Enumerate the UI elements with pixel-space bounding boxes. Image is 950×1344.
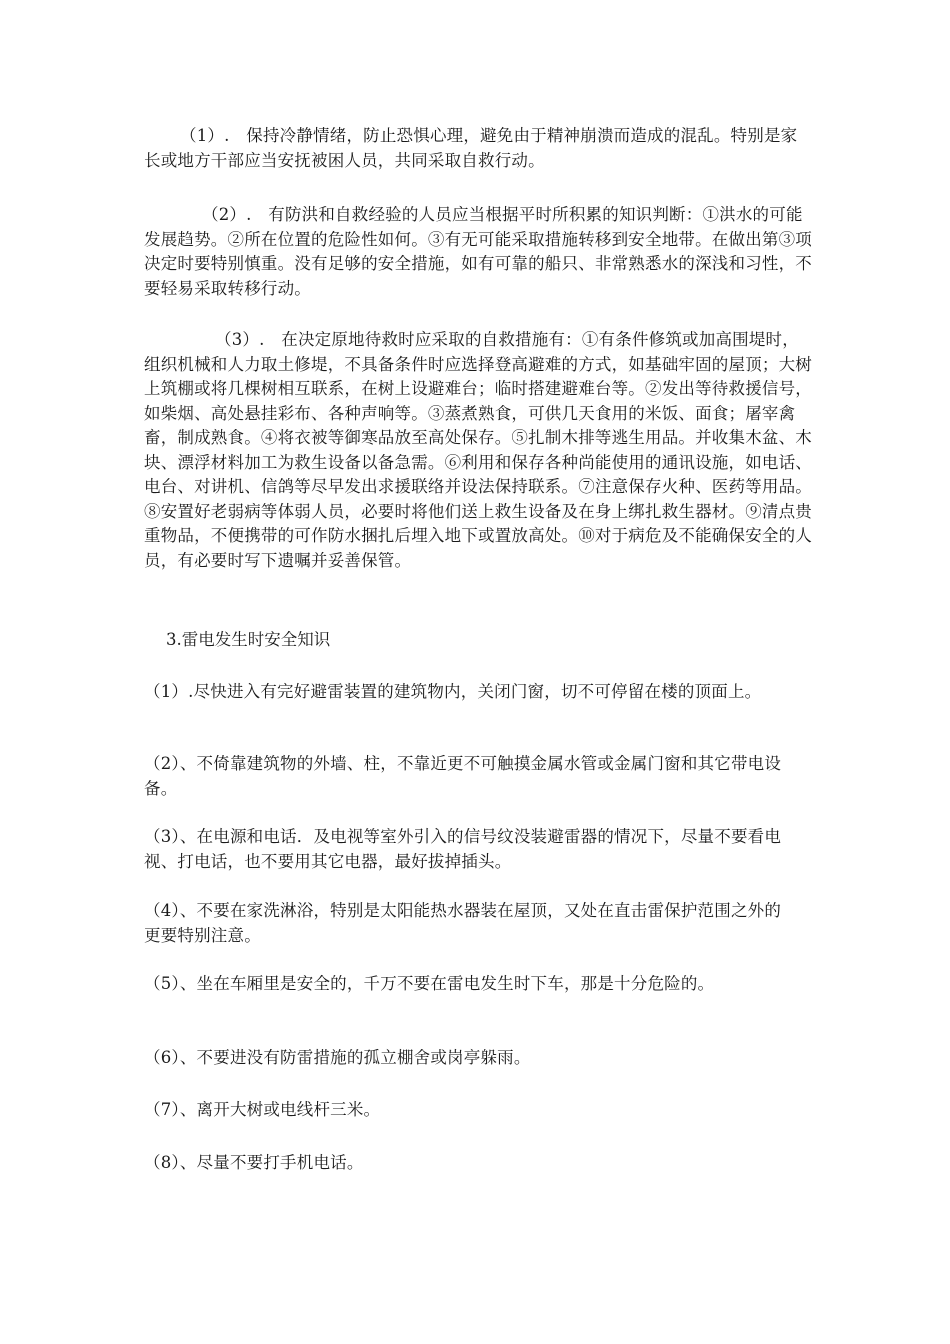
section-heading-thunder: 3.雷电发生时安全知识 bbox=[166, 630, 331, 649]
thunder-item-3: （3）、在电源和电话．及电视等室外引入的信号纹没装避雷器的情况下，尽量不要看电视、打电话，也不要用其它电器，最好拔掉插头。 bbox=[144, 827, 782, 871]
flood-paragraph-2: （2）. 有防洪和自救经验的人员应当根据平时所积累的知识判断：①洪水的可能发展趋势。②所在位置的危险性如何。③有无可能采取措施转移到安全地带。在做出第③项决定时要特别慎重。没有足够的安全措施，如有可靠的船只、非常熟悉水的深浅和习性，不要轻易采取转移行动。 bbox=[144, 205, 812, 298]
thunder-item-6: （6）、不要进没有防雷措施的孤立棚舍或岗亭躲雨。 bbox=[144, 1048, 531, 1067]
thunder-item-5: （5）、坐在车厢里是安全的，千万不要在雷电发生时下车，那是十分危险的。 bbox=[144, 974, 715, 993]
thunder-item-8: （8）、尽量不要打手机电话。 bbox=[144, 1153, 364, 1172]
thunder-item-4: （4）、不要在家洗淋浴，特别是太阳能热水器装在屋顶，又处在直击雷保护范围之外的更要特别注意。 bbox=[144, 901, 782, 945]
flood-paragraph-1: （1）. 保持冷静情绪，防止恐惧心理，避免由于精神崩溃而造成的混乱。特别是家长或地方干部应当安抚被困人员，共同采取自救行动。 bbox=[144, 126, 798, 170]
thunder-item-1: （1）.尽快进入有完好避雷装置的建筑物内，关闭门窗，切不可停留在楼的顶面上。 bbox=[144, 682, 762, 701]
thunder-item-2: （2）、不倚靠建筑物的外墙、柱，不靠近更不可触摸金属水管或金属门窗和其它带电设备。 bbox=[144, 754, 782, 798]
flood-paragraph-3: （3）. 在决定原地待救时应采取的自救措施有：①有条件修筑或加高围堤时，组织机械和人力取土修堤，不具备条件时应选择登高避难的方式，如基础牢固的屋顶；大树上筑棚或将几棵树相互联系，在树上设避难台；临时搭建避难台等。②发出等待救援信号，如柴烟、高处悬挂彩布、各种声响等。③蒸煮熟食，可供几天食用的米饭、面食；屠宰禽畜，制成熟食。④将衣被等御寒品放至高处保存。⑤扎制木排等逃生用品。并收集木盆、木块、漂浮材料加工为救生设备以备急需。⑥利用和保存各种尚能使用的通讯设施，如电话、电台、对讲机、信鸽等尽早发出求援联络并设法保持联系。⑦注意保存火种、医药等用品。⑧安置好老弱病等体弱人员，必要时将他们送上救生设备及在身上绑扎救生器材。⑨清点贵重物品，不便携带的可作防水捆扎后埋入地下或置放高处。⑩对于病危及不能确保安全的人员，有必要时写下遗嘱并妥善保管。 bbox=[144, 330, 812, 570]
thunder-item-7: （7）、离开大树或电线杆三米。 bbox=[144, 1100, 381, 1119]
